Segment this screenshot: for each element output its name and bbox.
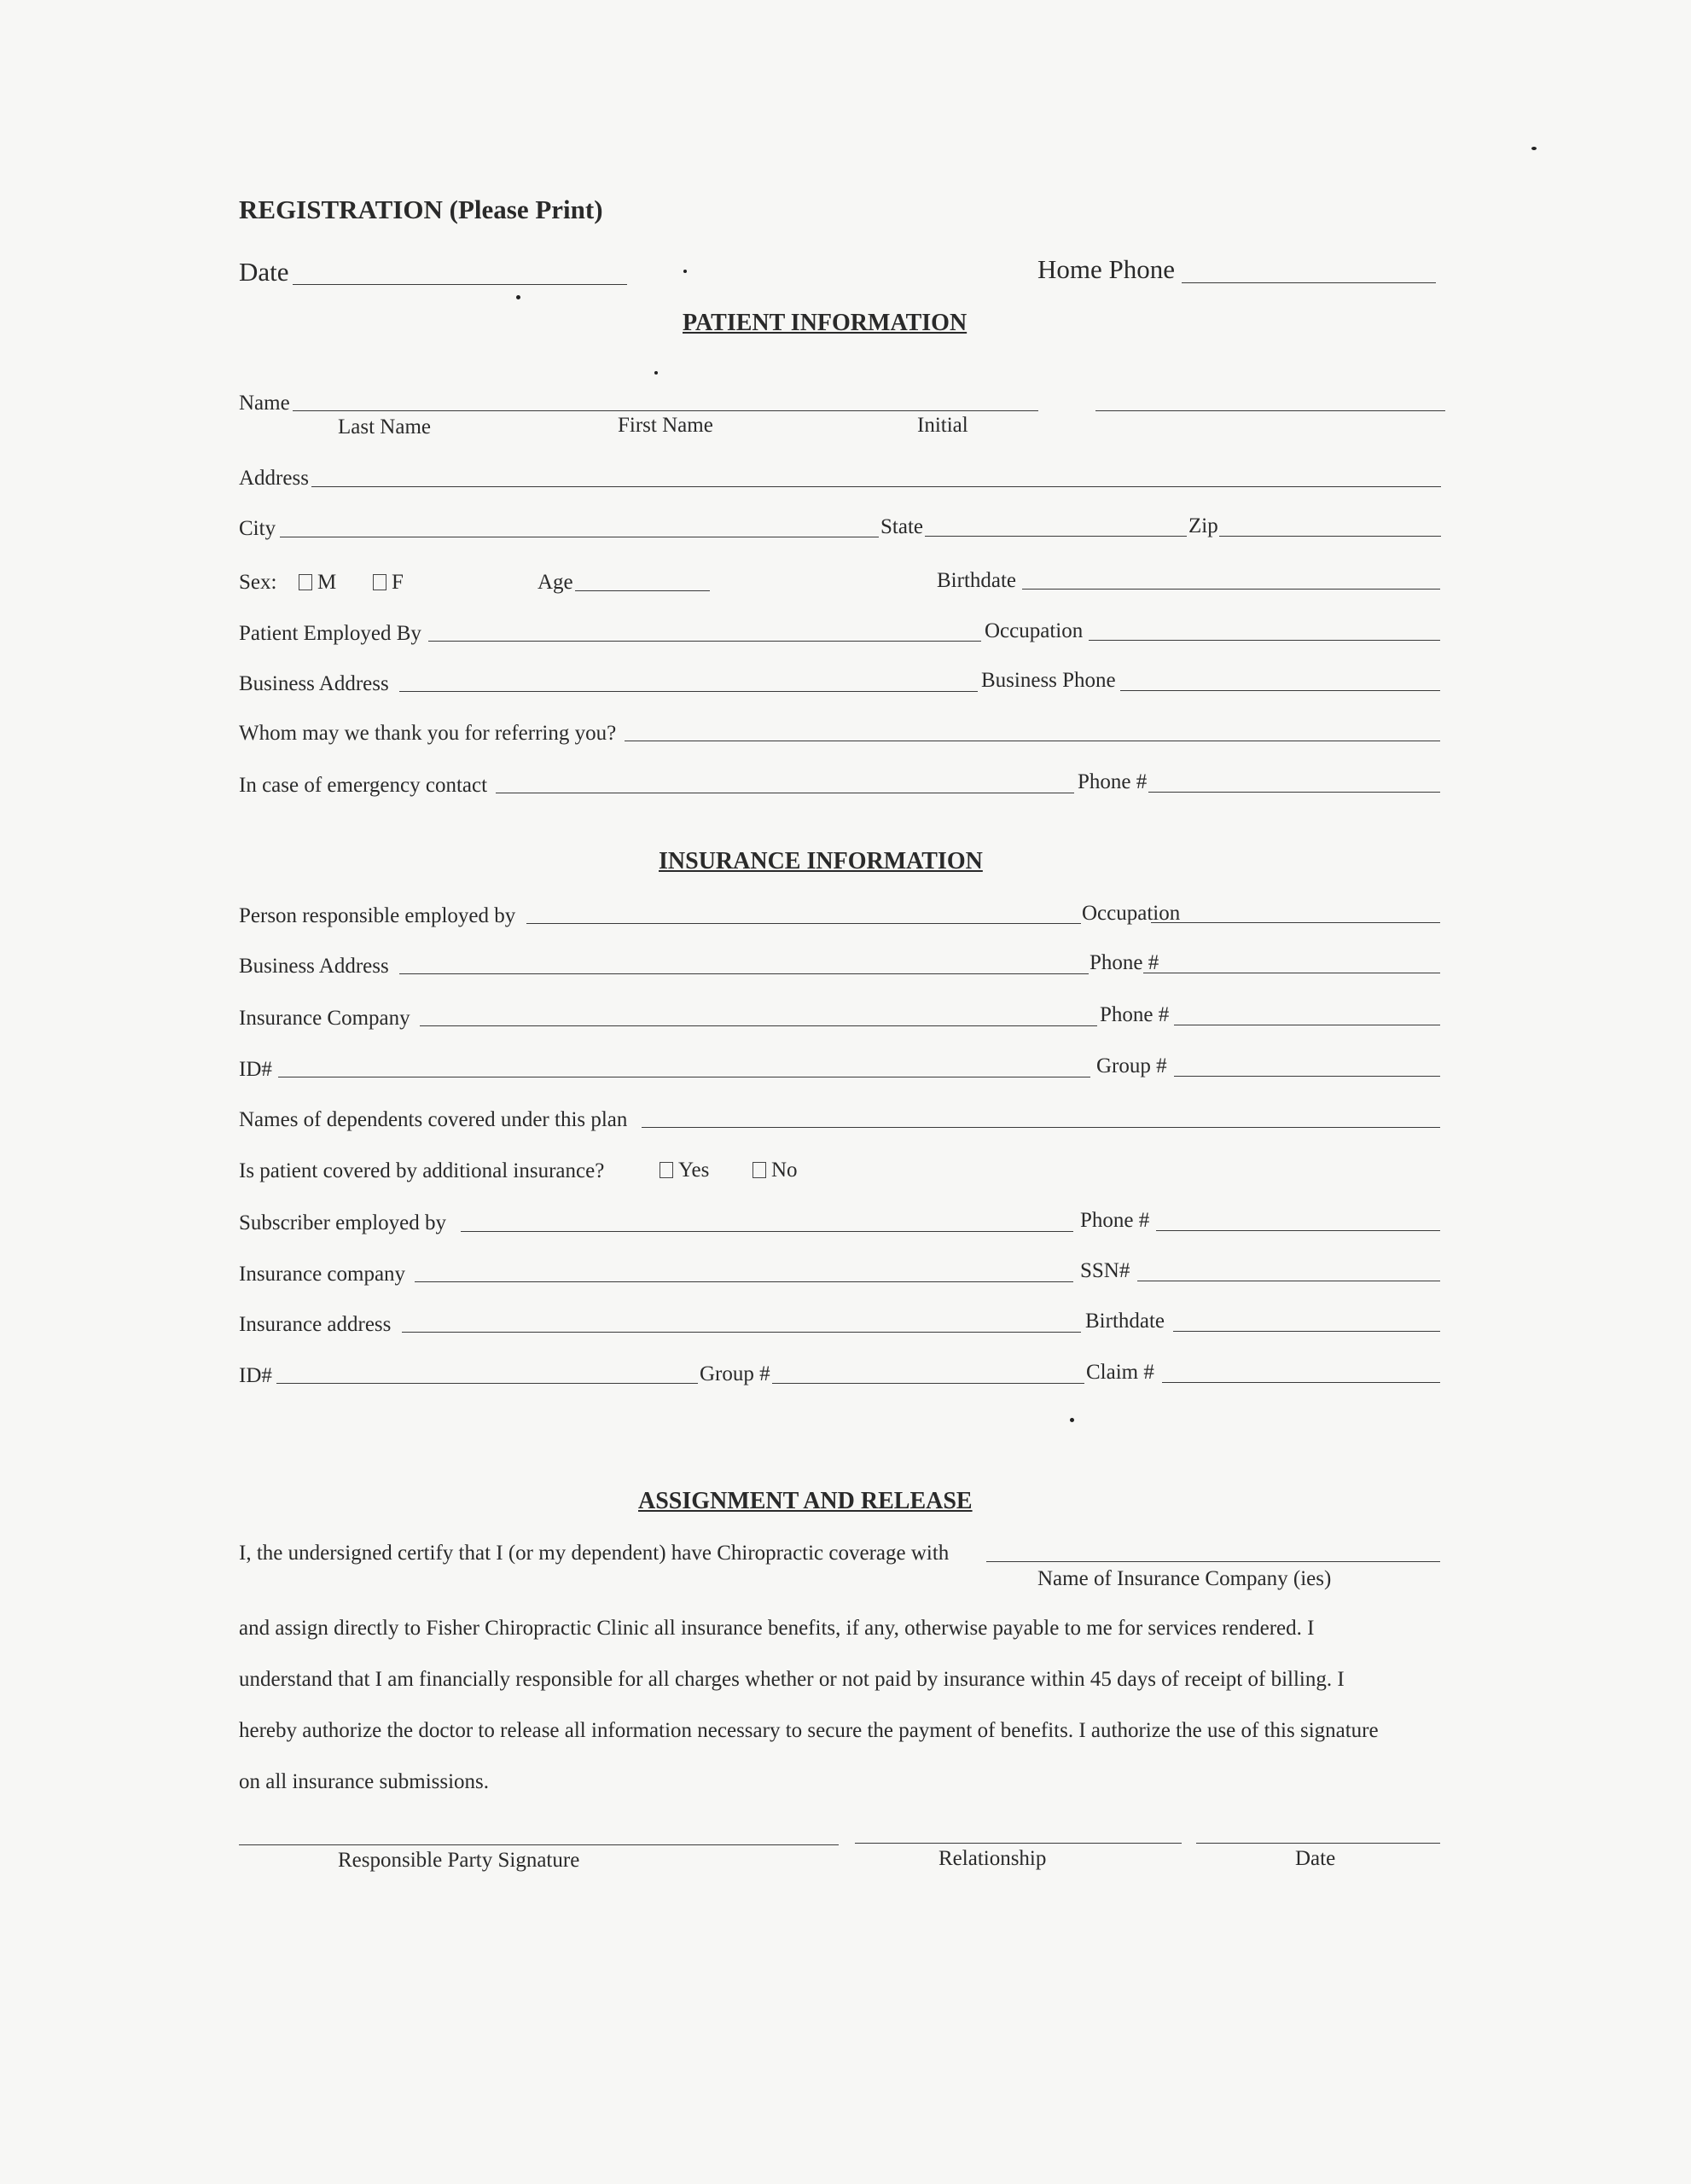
group2-field[interactable]: [772, 1383, 1084, 1384]
emergency-label: In case of emergency contact: [239, 774, 488, 797]
checkbox-icon[interactable]: [299, 574, 312, 590]
checkbox-icon[interactable]: [373, 574, 386, 590]
signature-field[interactable]: [239, 1844, 839, 1845]
scan-speck: [683, 270, 687, 273]
dependents-field[interactable]: [642, 1127, 1440, 1128]
ins-business-address-label: Business Address: [239, 955, 389, 978]
responsible-label: Person responsible employed by: [239, 904, 516, 927]
dependents-label: Names of dependents covered under this plan: [239, 1108, 628, 1131]
checkbox-icon[interactable]: [660, 1162, 673, 1178]
yes-label: Yes: [678, 1159, 710, 1182]
id2-label: ID#: [239, 1364, 272, 1387]
emergency-phone-label: Phone #: [1078, 770, 1148, 793]
name-extra-field[interactable]: [1095, 410, 1445, 411]
business-phone-label: Business Phone: [981, 669, 1116, 692]
last-name-caption: Last Name: [338, 415, 431, 439]
sex-f-option[interactable]: [373, 572, 404, 593]
age-label: Age: [538, 571, 573, 594]
birthdate-label: Birthdate: [937, 569, 1017, 592]
ins-company2-field[interactable]: [415, 1281, 1073, 1282]
signature-caption: Responsible Party Signature: [338, 1849, 580, 1872]
form-title: REGISTRATION (Please Print): [239, 195, 603, 224]
ins-company-field[interactable]: [420, 1025, 1097, 1026]
responsible-occupation-field[interactable]: [1151, 922, 1440, 923]
checkbox-icon[interactable]: [753, 1162, 766, 1178]
date-field[interactable]: [293, 284, 627, 285]
employed-by-label: Patient Employed By: [239, 622, 421, 645]
zip-field[interactable]: [1219, 536, 1441, 537]
additional-insurance-label: Is patient covered by additional insurance?: [239, 1159, 605, 1182]
subscriber-phone-field[interactable]: [1156, 1230, 1440, 1231]
claim-field[interactable]: [1162, 1382, 1440, 1383]
address-field[interactable]: [311, 486, 1441, 487]
subscriber-label: Subscriber employed by: [239, 1211, 447, 1234]
scan-speck: [654, 371, 658, 375]
scan-speck: [1070, 1418, 1074, 1422]
insurance-company-caption: Name of Insurance Company (ies): [1037, 1567, 1332, 1590]
occupation-field[interactable]: [1089, 640, 1440, 641]
certify-text: I, the undersigned certify that I (or my dependent) have Chiropractic coverage with: [239, 1542, 950, 1565]
ssn-label: SSN#: [1080, 1259, 1130, 1282]
ins-company-phone-label: Phone #: [1100, 1003, 1170, 1026]
assignment-heading: ASSIGNMENT AND RELEASE: [638, 1488, 973, 1514]
group-label: Group #: [1096, 1054, 1167, 1077]
subscriber-field[interactable]: [461, 1231, 1073, 1232]
business-phone-field[interactable]: [1120, 690, 1440, 691]
no-label: No: [771, 1159, 798, 1182]
home-phone-field[interactable]: [1182, 282, 1436, 283]
date-caption: Date: [1295, 1847, 1336, 1870]
patient-info-heading: PATIENT INFORMATION: [683, 310, 968, 336]
assignment-para-line-4: on all insurance submissions.: [239, 1770, 490, 1793]
insurance-info-heading: INSURANCE INFORMATION: [659, 848, 983, 874]
birthdate-field[interactable]: [1022, 589, 1440, 590]
occupation-label: Occupation: [985, 619, 1084, 642]
business-address-label: Business Address: [239, 672, 389, 695]
sex-label: Sex:: [239, 571, 277, 594]
group-field[interactable]: [1174, 1076, 1440, 1077]
claim-label: Claim #: [1086, 1361, 1154, 1384]
scan-speck: [516, 295, 520, 299]
business-address-field[interactable]: [399, 691, 978, 692]
assignment-para-line-3: hereby authorize the doctor to release all information necessary to secure the payment of benefits. I authorize the use of this signature: [239, 1719, 1379, 1742]
state-label: State: [880, 515, 923, 538]
sex-f-label: F: [392, 571, 404, 594]
home-phone-label: Home Phone: [1037, 254, 1176, 284]
zip-label: Zip: [1188, 514, 1218, 537]
group2-label: Group #: [700, 1362, 770, 1385]
subscriber-phone-label: Phone #: [1080, 1209, 1150, 1232]
ins-birthdate-field[interactable]: [1173, 1331, 1440, 1332]
relationship-field[interactable]: [855, 1843, 1182, 1844]
date-label: Date: [239, 257, 289, 287]
ins-birthdate-label: Birthdate: [1085, 1310, 1165, 1333]
emergency-phone-field[interactable]: [1148, 792, 1440, 793]
ins-business-address-field[interactable]: [399, 973, 1089, 974]
responsible-field[interactable]: [526, 923, 1081, 924]
ins-company2-label: Insurance company: [239, 1263, 406, 1286]
insurance-company-field[interactable]: [986, 1561, 1440, 1562]
first-name-caption: First Name: [618, 414, 713, 437]
responsible-occupation-label: Occupation: [1082, 902, 1181, 925]
sex-m-option[interactable]: [299, 572, 336, 593]
ins-address-field[interactable]: [402, 1332, 1081, 1333]
state-field[interactable]: [925, 536, 1187, 537]
name-field[interactable]: [293, 410, 1038, 411]
employed-by-field[interactable]: [428, 641, 981, 642]
referral-label: Whom may we thank you for referring you?: [239, 722, 617, 745]
signature-date-field[interactable]: [1196, 1843, 1440, 1844]
sex-m-label: M: [317, 571, 337, 594]
ins-address-label: Insurance address: [239, 1313, 392, 1336]
assignment-para-line-2: understand that I am financially responsible for all charges whether or not paid by insurance within 45 days of receipt of billing. I: [239, 1668, 1345, 1691]
relationship-caption: Relationship: [938, 1847, 1047, 1870]
initial-caption: Initial: [917, 414, 968, 437]
age-field[interactable]: [575, 590, 710, 591]
assignment-para-line-1: and assign directly to Fisher Chiropractic Clinic all insurance benefits, if any, otherwise payable to me for services rendered. I: [239, 1617, 1315, 1640]
id2-field[interactable]: [276, 1383, 698, 1384]
scan-speck: [1531, 147, 1537, 150]
additional-no-option[interactable]: [753, 1159, 798, 1181]
name-label: Name: [239, 392, 290, 415]
city-label: City: [239, 517, 276, 540]
id-label: ID#: [239, 1058, 272, 1081]
additional-yes-option[interactable]: [660, 1159, 709, 1181]
address-label: Address: [239, 467, 309, 490]
ins-company-label: Insurance Company: [239, 1007, 410, 1030]
ins-business-phone-label: Phone #: [1090, 951, 1159, 974]
